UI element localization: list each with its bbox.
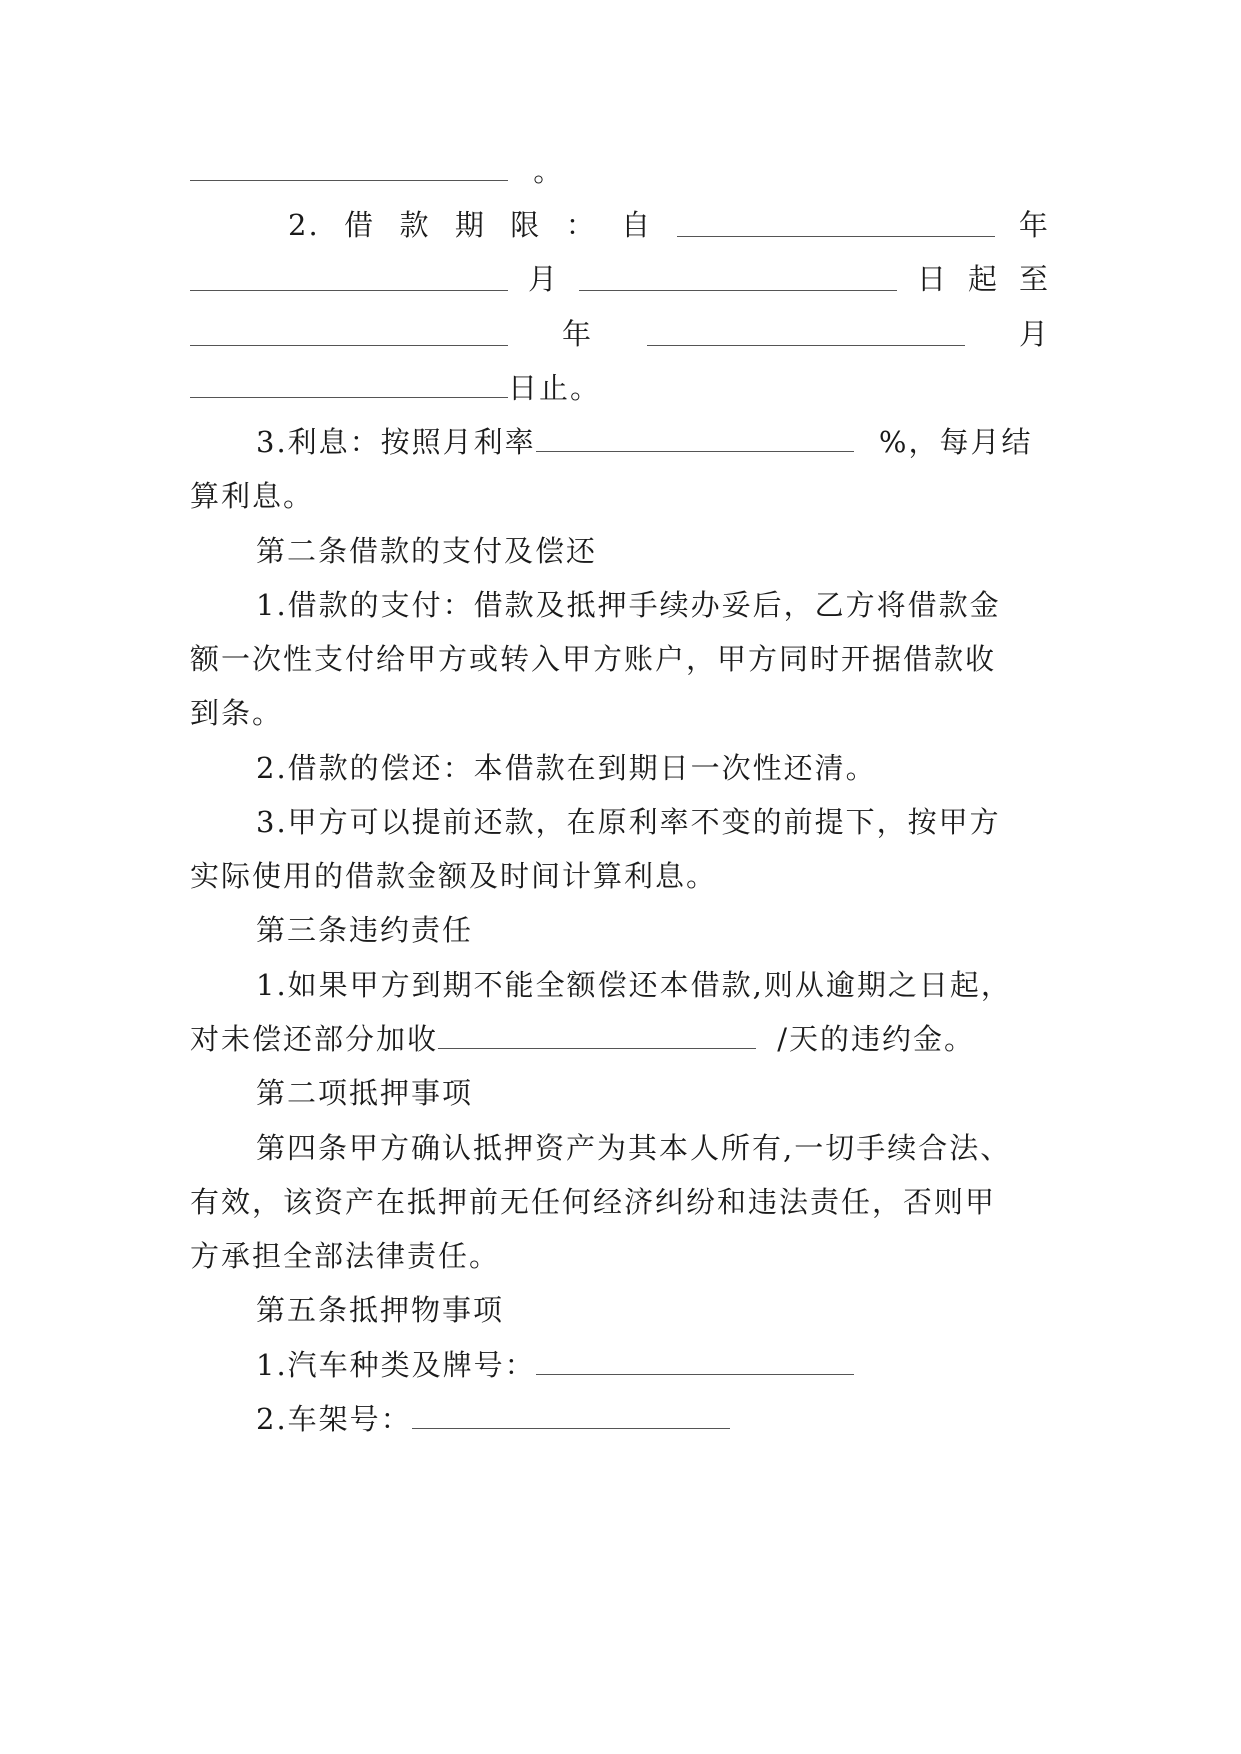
text-span: %，每月结 [878, 425, 1033, 459]
char: 自 [621, 208, 653, 242]
text-line [190, 250, 1050, 308]
text-line: 实际使用的借款金额及时间计算利息。 [190, 859, 718, 893]
text-line [190, 142, 1050, 200]
text-line: 1.借款的支付：借款及抵押手续办妥后，乙方将借款金 [256, 588, 1001, 622]
char: 至 [1018, 262, 1050, 296]
section-heading: 第二项抵押事项 [256, 1076, 474, 1110]
text-span: 对未偿还部分加收 [190, 1022, 439, 1056]
char: 起 [967, 262, 999, 296]
blank-field [579, 268, 897, 291]
text-line: 1.如果甲方到期不能全额偿还本借款,则从逾期之日起， [256, 968, 1012, 1002]
char: 款 [399, 208, 431, 242]
text-line: 3.甲方可以提前还款，在原利率不变的前提下，按甲方 [256, 805, 1001, 839]
char: 日 [916, 262, 948, 296]
clause-heading: 第二条借款的支付及偿还 [256, 534, 598, 568]
char: 年 [561, 317, 593, 351]
list-number: 2. [288, 208, 320, 242]
blank-field [536, 1352, 854, 1375]
blank-field [190, 268, 508, 291]
blank-field [536, 429, 854, 452]
char: 借 [344, 208, 376, 242]
text-span: 2.车架号： [256, 1402, 412, 1436]
clause-heading: 第五条抵押物事项 [256, 1293, 505, 1327]
text-span: 1.汽车种类及牌号： [256, 1348, 536, 1382]
blank-field [190, 158, 508, 181]
char: 期 [454, 208, 486, 242]
text-line: 有效，该资产在抵押前无任何经济纠纷和违法责任，否则甲 [190, 1185, 997, 1219]
text-line [190, 196, 1050, 254]
clause-heading: 第三条违约责任 [256, 913, 474, 947]
text-span: 日止。 [508, 371, 602, 405]
punctuation: 。 [533, 154, 565, 188]
text-span: /天的违约金。 [777, 1022, 976, 1056]
char: 月 [527, 262, 559, 296]
char: ： [565, 208, 597, 242]
blank-field [647, 323, 965, 346]
char: 限 [510, 208, 542, 242]
text-line [190, 1390, 1050, 1448]
text-span: 3.利息：按照月利率 [256, 425, 536, 459]
char: 月 [1018, 317, 1050, 351]
text-line [190, 1010, 1050, 1068]
text-line: 方承担全部法律责任。 [190, 1239, 501, 1273]
text-line [190, 359, 1050, 417]
text-line: 第四条甲方确认抵押资产为其本人所有,一切手续合法、 [256, 1131, 1012, 1165]
blank-field [190, 375, 508, 398]
blank-field [438, 1026, 756, 1049]
blank-field [190, 323, 508, 346]
text-line: 到条。 [190, 696, 284, 730]
text-line [190, 413, 1050, 471]
char: 年 [1018, 208, 1050, 242]
blank-field [412, 1406, 730, 1429]
text-line: 额一次性支付给甲方或转入甲方账户，甲方同时开据借款收 [190, 642, 997, 676]
text-line [190, 305, 1050, 363]
text-line: 算利息。 [190, 479, 315, 513]
blank-field [677, 214, 995, 237]
text-line [190, 1336, 1050, 1394]
text-line: 2.借款的偿还：本借款在到期日一次性还清。 [256, 751, 877, 785]
